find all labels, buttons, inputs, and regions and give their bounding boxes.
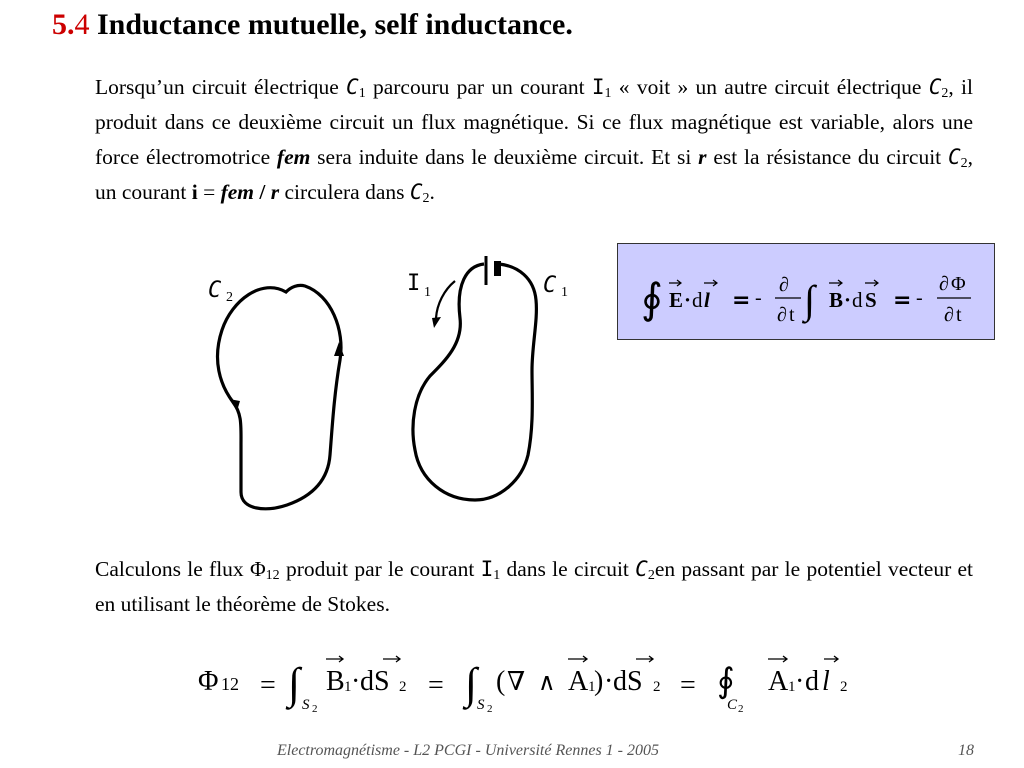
svg-text:C: C (727, 697, 738, 713)
svg-text:∂: ∂ (944, 304, 954, 326)
svg-text:2: 2 (226, 290, 233, 305)
svg-text:1: 1 (344, 679, 352, 695)
svg-text:(: ( (496, 666, 506, 697)
svg-text:B: B (829, 288, 844, 312)
intro-paragraph: Lorsqu’un circuit électrique $C_1$ parcouru par un courant $I_1$ « voit » un autre circuit électrique $C_2$, il produit dans ce deuxième circuit un flux magnétique. Si ce flux magnétique est variable, alors une force électromotrice fem sera induite dans le deuxième circuit. Et si r est la résistance du circuit $C_2$, un courant i = fem / r circulera dans $C_2$. (95, 75, 973, 206)
svg-text:S: S (302, 697, 310, 713)
svg-text:·: · (795, 666, 805, 697)
contour-integral-symbol: ∮ (641, 277, 663, 323)
svg-text:=: = (732, 288, 751, 313)
footer-course: Electromagnétisme - L2 PCGI - Université Rennes 1 - 2005 (277, 742, 659, 759)
svg-text:A: A (768, 666, 789, 697)
vector-arrows-right (829, 280, 878, 286)
svg-text:l: l (822, 666, 830, 697)
svg-text:12: 12 (221, 674, 239, 694)
fem-term: fem (276, 145, 311, 169)
svg-text:·: · (684, 288, 692, 312)
flux-paragraph: Calculons le flux $\Phi_{12}$ produit par le courant $I_1$ dans le circuit $C_2en$ passant par le potentiel vecteur et en utilisant le théorème de Stokes. (95, 557, 974, 616)
svg-text:∧: ∧ (538, 670, 556, 696)
svg-text:·: · (844, 288, 852, 312)
svg-text:E: E (669, 288, 684, 312)
svg-text:=: = (428, 670, 444, 701)
circuit-c1-loop (413, 264, 536, 500)
svg-text:2: 2 (840, 679, 848, 695)
flux-symbol: Φ (249, 557, 266, 581)
svg-text:t: t (956, 304, 962, 326)
svg-text:2: 2 (738, 703, 744, 715)
svg-text:2: 2 (487, 703, 493, 715)
svg-text:d: d (852, 288, 863, 312)
diagram-label-c1: C (543, 273, 557, 298)
current-i1-arrow (436, 281, 455, 318)
circuit-c2-loop (218, 285, 342, 508)
diagram-label-i1: I (407, 271, 421, 296)
svg-text:∂: ∂ (777, 304, 787, 326)
faraday-formula-box (617, 243, 995, 340)
svg-text:d: d (805, 666, 819, 697)
section-number-sub: 4 (74, 8, 90, 41)
svg-text:): ) (594, 666, 604, 697)
integral-s2-1: ∫ (288, 659, 301, 708)
svg-text:B: B (326, 666, 345, 697)
svg-text:2: 2 (399, 679, 407, 695)
svg-text:-: - (755, 287, 762, 309)
current-i-term: i (191, 180, 198, 204)
svg-text:A: A (568, 666, 589, 697)
circuits-diagram (180, 250, 600, 520)
svg-text:1: 1 (588, 679, 596, 695)
integral-s2-2: ∫ (465, 659, 478, 708)
svg-text:·: · (604, 666, 614, 697)
diagram-label-c2: C (208, 278, 222, 303)
svg-text:2: 2 (312, 703, 318, 715)
surface-integral-symbol: ∫ (804, 277, 815, 322)
svg-text:d: d (692, 288, 703, 312)
svg-text:l: l (704, 288, 710, 312)
svg-text:t: t (789, 304, 795, 326)
svg-text:1: 1 (788, 679, 796, 695)
circuit-c2-symbol: C (928, 75, 942, 99)
svg-text:dS: dS (360, 666, 390, 697)
svg-text:Φ: Φ (951, 273, 966, 295)
svg-text:-: - (916, 287, 923, 309)
current-i1-arrowhead (432, 317, 441, 328)
svg-text:Φ: Φ (198, 666, 219, 697)
stokes-equation (195, 645, 875, 720)
svg-text:S: S (865, 288, 877, 312)
circuit-c1-symbol: C (346, 75, 359, 99)
svg-text:2: 2 (653, 679, 661, 695)
stokes-vector-arrows (326, 656, 838, 662)
faraday-formula (618, 244, 996, 341)
vector-arrows-left (669, 280, 717, 286)
svg-text:∂: ∂ (939, 273, 949, 295)
svg-text:=: = (893, 288, 912, 313)
svg-text:·: · (351, 666, 361, 697)
svg-text:1: 1 (424, 285, 431, 300)
resistance-term: r (698, 145, 707, 169)
battery-short-plate (494, 261, 501, 276)
svg-text:=: = (680, 670, 696, 701)
contour-integral-c2: ∮ (717, 663, 735, 700)
svg-text:1: 1 (561, 285, 568, 300)
current-i1-symbol: I (591, 75, 605, 99)
svg-text:=: = (260, 670, 276, 701)
section-number (52, 8, 90, 41)
svg-text:dS: dS (613, 666, 643, 697)
section-number-main: 5. (52, 8, 75, 41)
footer-page-number: 18 (958, 742, 974, 759)
slide-title (52, 8, 573, 42)
svg-text:∇: ∇ (507, 667, 526, 696)
svg-text:∂: ∂ (779, 274, 789, 296)
section-title-text: Inductance mutuelle, self inductance. (89, 8, 573, 41)
svg-text:S: S (477, 697, 485, 713)
